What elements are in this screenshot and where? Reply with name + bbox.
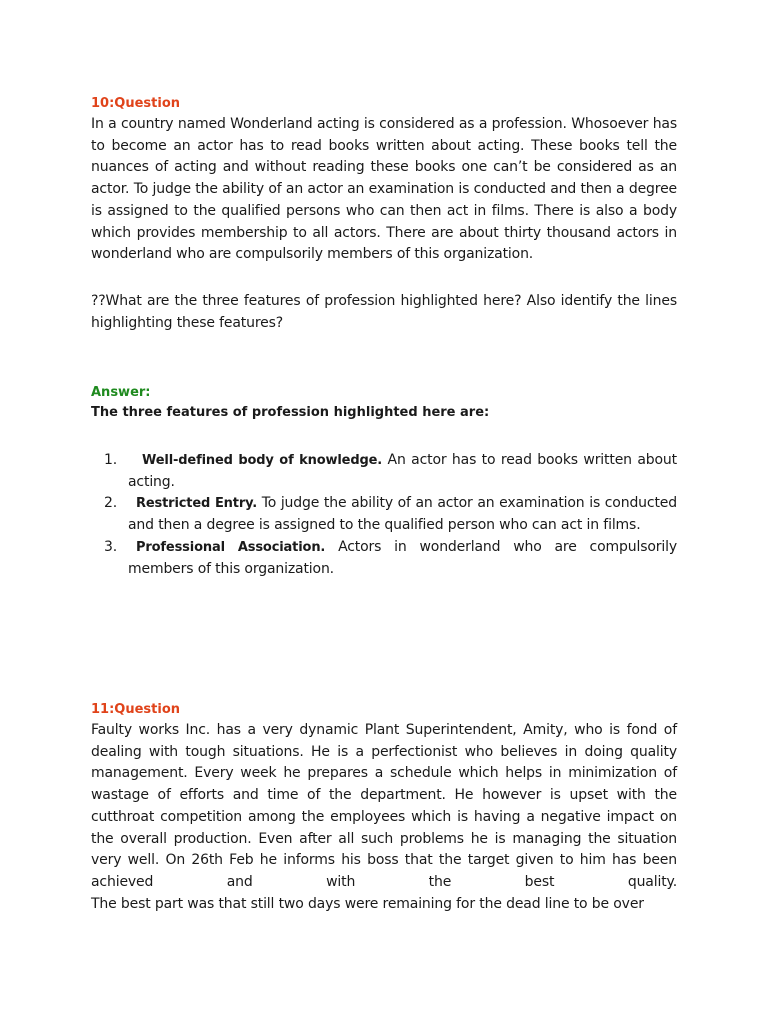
- features-list-section: [91, 450, 677, 580]
- feature-item-1: [91, 450, 677, 493]
- question-10-prompt: ??What are the three features of profession highlighted here? Also identify the lines highlighting these features?: [91, 293, 677, 331]
- feature-text: To judge the ability of an actor an examination is conducted and then a degree is assigned to the qualified person who can act in films.: [128, 495, 677, 534]
- feature-number: 2.: [104, 495, 118, 512]
- feature-number: 1.: [104, 452, 118, 468]
- feature-item-2: [91, 493, 677, 536]
- question-10-prompt-section: [91, 291, 677, 334]
- question-11-paragraph-continued: The best part was that still two days were remaining for the dead line to be over: [91, 895, 644, 912]
- answer-heading: Answer:: [91, 385, 151, 400]
- question-11-heading: 11:Question: [91, 702, 181, 717]
- feature-item-3: [91, 537, 677, 580]
- question-10-heading: 10:Question: [91, 96, 181, 111]
- feature-term: Professional Association.: [136, 539, 326, 555]
- feature-term: Restricted Entry.: [136, 496, 258, 512]
- question-11-section: [91, 700, 677, 915]
- feature-text: An actor has to read books written about acting.: [128, 452, 677, 490]
- feature-number: 3.: [104, 538, 118, 555]
- answer-intro: The three features of profession highlighted here are:: [91, 405, 490, 420]
- question-10-paragraph: In a country named Wonderland acting is considered as a profession. Whosoever has to become an actor has to read books written about acting. These books tell the nuances of acting and without reading these books one can’t be considered as an actor. To judge the ability of an actor an examination is conducted and then a degree is assigned to the qualified persons who can then act in films. There is also a body which provides membership to all actors. There are about thirty thousand actors in wonderland who are compulsorily members of this organization.: [91, 116, 677, 263]
- feature-term: Well-defined body of knowledge.: [142, 453, 383, 468]
- feature-text: Actors in wonderland who are compulsorily members of this organization.: [128, 538, 677, 577]
- features-list: [91, 450, 677, 580]
- answer-section: [91, 383, 677, 423]
- question-10-section: [91, 94, 677, 266]
- question-11-paragraph: Faulty works Inc. has a very dynamic Plant Superintendent, Amity, who is fond of dealing with tough situations. He is a perfectionist who believes in doing quality management. Every week he prepares a schedule which helps in minimization of wastage of efforts and time of the department. He however is upset with the cutthroat competition among the employees which is having a negative impact on the overall production. Even after all such problems he is managing the situation very well. On 26th Feb he informs his boss that the target given to him has been achieved and with the best quality.: [91, 722, 677, 890]
